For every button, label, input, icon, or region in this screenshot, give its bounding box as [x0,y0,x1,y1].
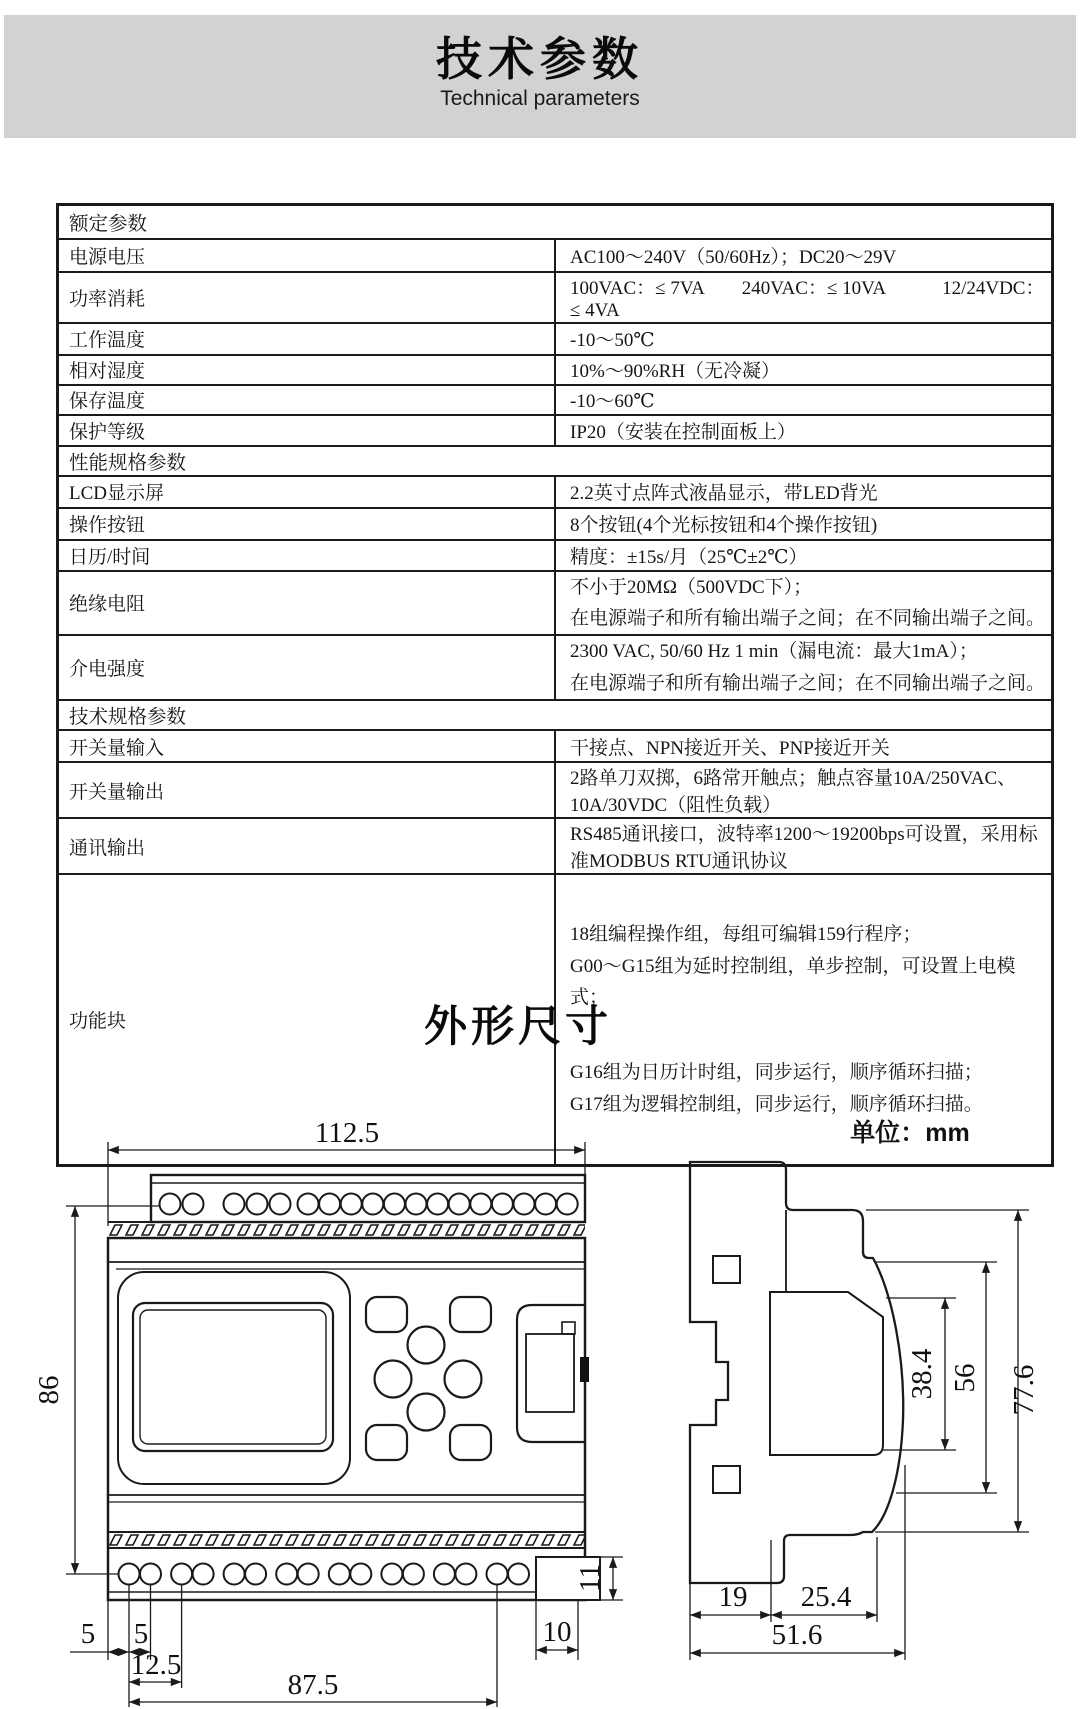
front-view-device [108,1175,600,1600]
dim-label-panel-height: 38.4 [906,1348,938,1400]
table-row [58,415,1053,446]
table-row [58,508,1053,540]
row-label: 操作按钮 [58,508,556,540]
row-value: 2300 VAC, 50/60 Hz 1 min（漏电流：最大1mA）； 在电源端子和所有输出端子之间；在不同输出端子之间。 [555,635,1053,700]
row-label: 日历/时间 [58,540,556,571]
table-row [58,730,1053,762]
table-section-row [58,205,1053,239]
table-row [58,571,1053,636]
row-value: 18组编程操作组，每组可编辑159行程序； G00～G15组为延时控制组，单步控制，可设置上电模式； G16组为日历计时组，同步运行，顺序循环扫描； G17组为逻辑控制组，同步运行，顺序循环扫描。 [555,874,1053,1166]
dim-label-terminal-group: 12.5 [130,1649,182,1681]
section-heading: 性能规格参数 [58,446,1053,476]
dim-label-front-depth: 25.4 [800,1581,852,1613]
front-panel-edge [770,1292,883,1455]
table-row [58,239,1053,272]
row-value: 2.2英寸点阵式液晶显示，带LED背光 [555,476,1053,508]
row-value: 8个按钮(4个光标按钮和4个操作按钮) [555,508,1053,540]
bottom-terminal-screws [119,1564,530,1585]
table-row [58,762,1053,818]
row-label: 通讯输出 [58,818,556,874]
row-value: -10～60℃ [555,385,1053,415]
row-label: 绝缘电阻 [58,571,556,636]
row-label: 相对湿度 [58,355,556,385]
row-label: LCD显示屏 [58,476,556,508]
din-clip-window-top [713,1256,740,1283]
dim-label-height: 86 [33,1375,65,1405]
side-view-drawing [690,1118,1040,1660]
row-value: 10%～90%RH（无冷凝） [555,355,1053,385]
row-label: 电源电压 [58,239,556,272]
page-header [4,15,1076,138]
table-row [58,818,1053,874]
row-value: AC100～240V（50/60Hz）；DC20～29V [555,239,1053,272]
table-row [58,476,1053,508]
row-value: -10～50℃ [555,323,1053,355]
row-value: 100VAC：≤ 7VA 240VAC：≤ 10VA 12/24VDC：≤ 4VA [555,272,1053,323]
section-heading: 额定参数 [58,205,1053,239]
table-row [58,635,1053,700]
section-heading: 技术规格参数 [58,700,1053,730]
table-row [58,272,1053,323]
page-subtitle: Technical parameters [440,86,640,110]
row-value: IP20（安装在控制面板上） [555,415,1053,446]
row-label: 功率消耗 [58,272,556,323]
dimension-drawings [0,1080,1080,1709]
dim-label-face-height: 56 [949,1363,981,1393]
row-value: 干接点、NPN接近开关、PNP接近开关 [555,730,1053,762]
row-label: 介电强度 [58,635,556,700]
top-terminal-screws [160,1194,578,1215]
row-value: 不小于20MΩ（500VDC下）； 在电源端子和所有输出端子之间；在不同输出端子之间。 [555,571,1053,636]
side-view-device [690,1162,903,1583]
front-view-drawing [33,1117,623,1707]
dim-label-terminal-pitch: 5 [133,1618,149,1650]
dim-label-notch-width: 10 [542,1616,572,1648]
row-value: 2路单刀双掷，6路常开触点；触点容量10A/250VAC、10A/30VDC（阻性负载） [555,762,1053,818]
row-label: 功能块 [58,874,556,1166]
dim-label-notch-height: 11 [574,1564,606,1592]
lcd-window [133,1303,333,1451]
dim-label-terminal-span: 87.5 [287,1669,339,1701]
table-row [58,540,1053,571]
row-label: 开关量输入 [58,730,556,762]
dimensions-title: 外形尺寸 [424,1003,612,1051]
table-row [58,355,1053,385]
row-label: 保存温度 [58,385,556,415]
table-row [58,323,1053,355]
keypad-buttons [366,1297,491,1460]
table-section-row [58,700,1053,730]
dim-label-total-depth: 51.6 [771,1619,823,1651]
row-label: 保护等级 [58,415,556,446]
dim-label-terminal-offset: 5 [80,1618,96,1650]
unit-label: 单位：mm [850,1119,970,1147]
dim-label-total-height: 77.6 [1008,1364,1040,1416]
table-section-row [58,446,1053,476]
row-value: RS485通讯接口，波特率1200～19200bps可设置，采用标准MODBUS RTU通讯协议 [555,818,1053,874]
row-value: 精度：±15s/月（25℃±2℃） [555,540,1053,571]
row-label: 工作温度 [58,323,556,355]
page-title: 技术参数 [436,33,644,85]
dim-label-back-depth: 19 [718,1581,748,1613]
connector-block [517,1305,589,1442]
dim-label-width: 112.5 [314,1117,380,1149]
table-row [58,385,1053,415]
row-label: 开关量输出 [58,762,556,818]
din-clip-window-bottom [713,1466,740,1493]
